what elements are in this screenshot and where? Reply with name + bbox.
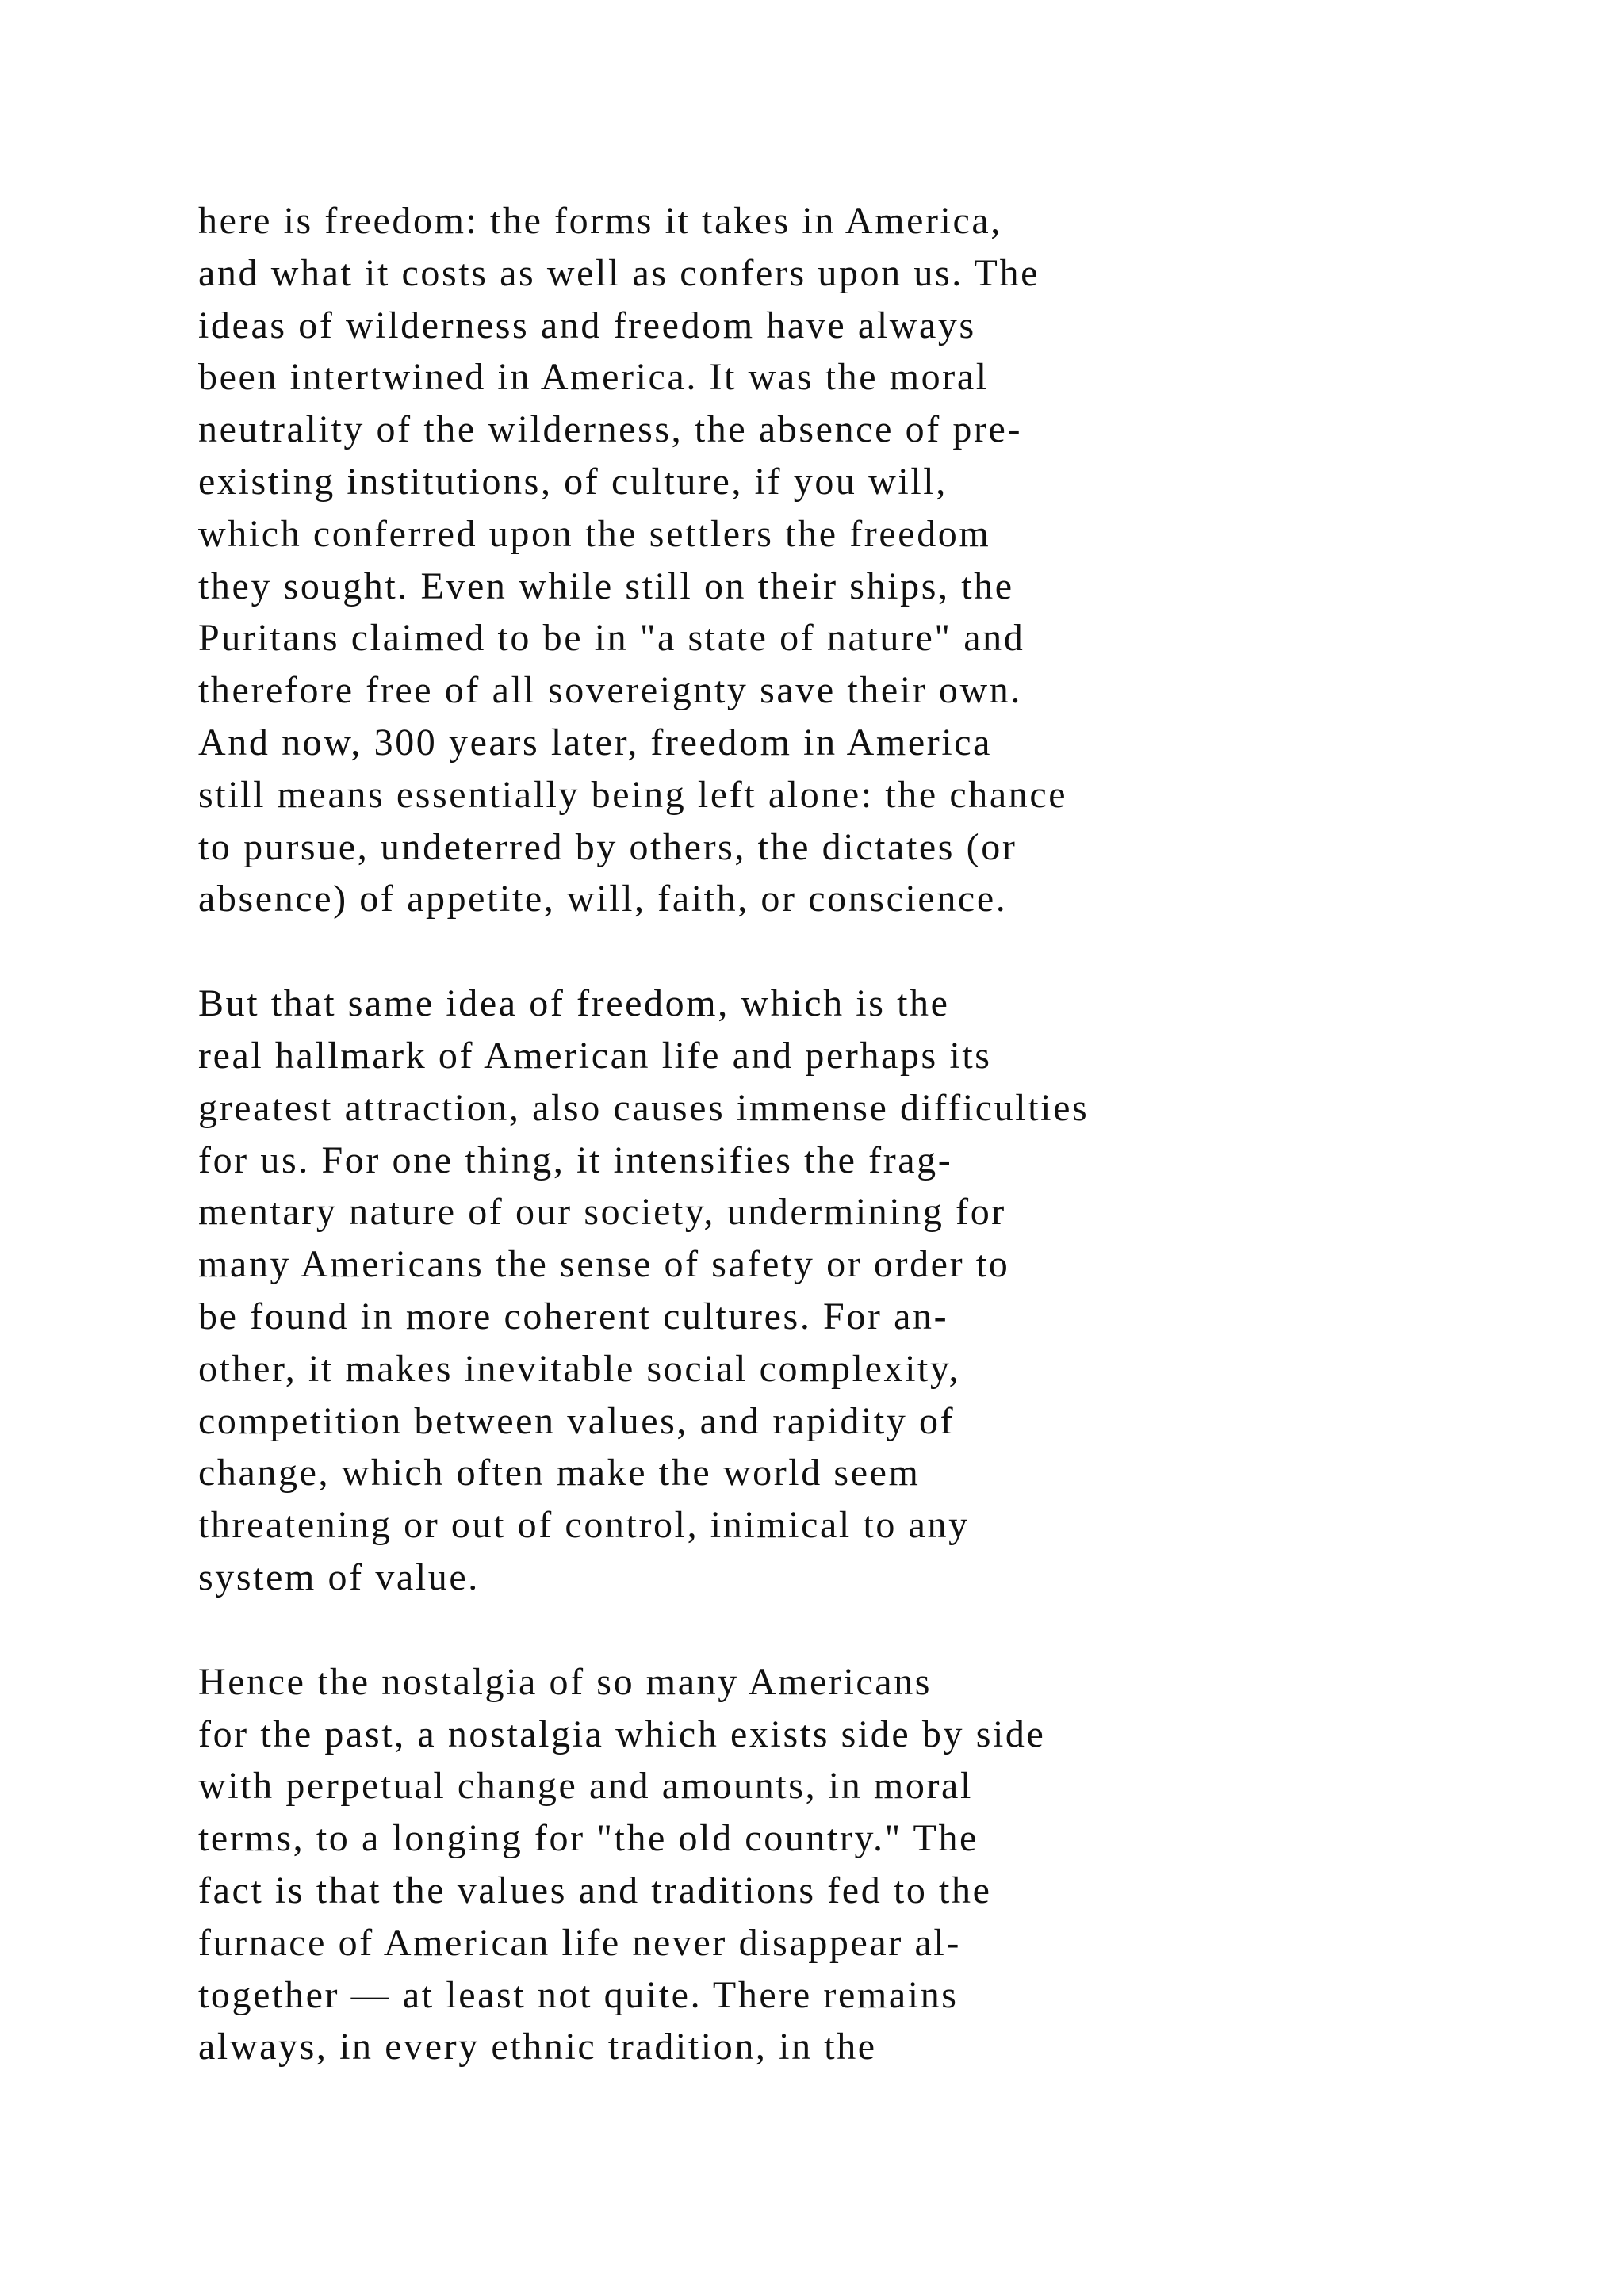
text-line: threatening or out of control, inimical to any [198, 1504, 970, 1547]
text-line: mentary nature of our society, undermining for [198, 1191, 1006, 1234]
text-line: existing institutions, of culture, if you will, [198, 460, 948, 503]
text-line: always, in every ethnic tradition, in the [198, 2026, 877, 2068]
text-line: to pursue, undeterred by others, the dictates (or [198, 825, 1017, 868]
text-line: neutrality of the wilderness, the absence of pre- [198, 408, 1023, 451]
text-line: ideas of wilderness and freedom have always [198, 304, 976, 346]
text-line: be found in more coherent cultures. For an- [198, 1295, 949, 1337]
text-line: absence) of appetite, will, faith, or conscience. [198, 878, 1008, 920]
text-line: Hence the nostalgia of so many Americans [198, 1660, 933, 1703]
text-line: which conferred upon the settlers the freedom [198, 512, 991, 555]
text-line: But that same idea of freedom, which is the [198, 982, 950, 1025]
text-line: been intertwined in America. It was the moral [198, 356, 989, 399]
text-line: still means essentially being left alone: the chance [198, 773, 1068, 816]
text-line: for the past, a nostalgia which exists side by side [198, 1712, 1046, 1755]
text-line: for us. For one thing, it intensifies the frag- [198, 1138, 953, 1181]
text-line: here is freedom: the forms it takes in America, [198, 200, 1002, 242]
paragraph-3 [198, 1656, 1546, 2073]
paragraph-1 [198, 195, 1546, 925]
text-line: and what it costs as well as confers upon us. The [198, 251, 1040, 294]
text-line: Puritans claimed to be in "a state of nature" and [198, 617, 1025, 660]
text-line: fact is that the values and traditions fed to the [198, 1869, 992, 1911]
text-line: change, which often make the world seem [198, 1452, 921, 1494]
text-line: together — at least not quite. There remains [198, 1973, 959, 2016]
text-line: real hallmark of American life and perhaps its [198, 1034, 992, 1077]
body-text [198, 195, 1546, 2073]
text-line: with perpetual change and amounts, in moral [198, 1765, 973, 1808]
text-line: furnace of American life never disappear al- [198, 1921, 961, 1964]
text-line: system of value. [198, 1556, 480, 1598]
paragraph-2 [198, 978, 1546, 1604]
text-line: terms, to a longing for "the old country." The [198, 1817, 979, 1860]
text-line: many Americans the sense of safety or order to [198, 1243, 1010, 1286]
text-line: therefore free of all sovereignty save their own. [198, 669, 1023, 712]
text-line: competition between values, and rapidity of [198, 1399, 956, 1442]
text-line: they sought. Even while still on their ships, the [198, 564, 1014, 607]
text-line: other, it makes inevitable social complexity, [198, 1347, 961, 1390]
text-line: And now, 300 years later, freedom in America [198, 721, 993, 763]
text-line: greatest attraction, also causes immense difficulties [198, 1086, 1090, 1129]
